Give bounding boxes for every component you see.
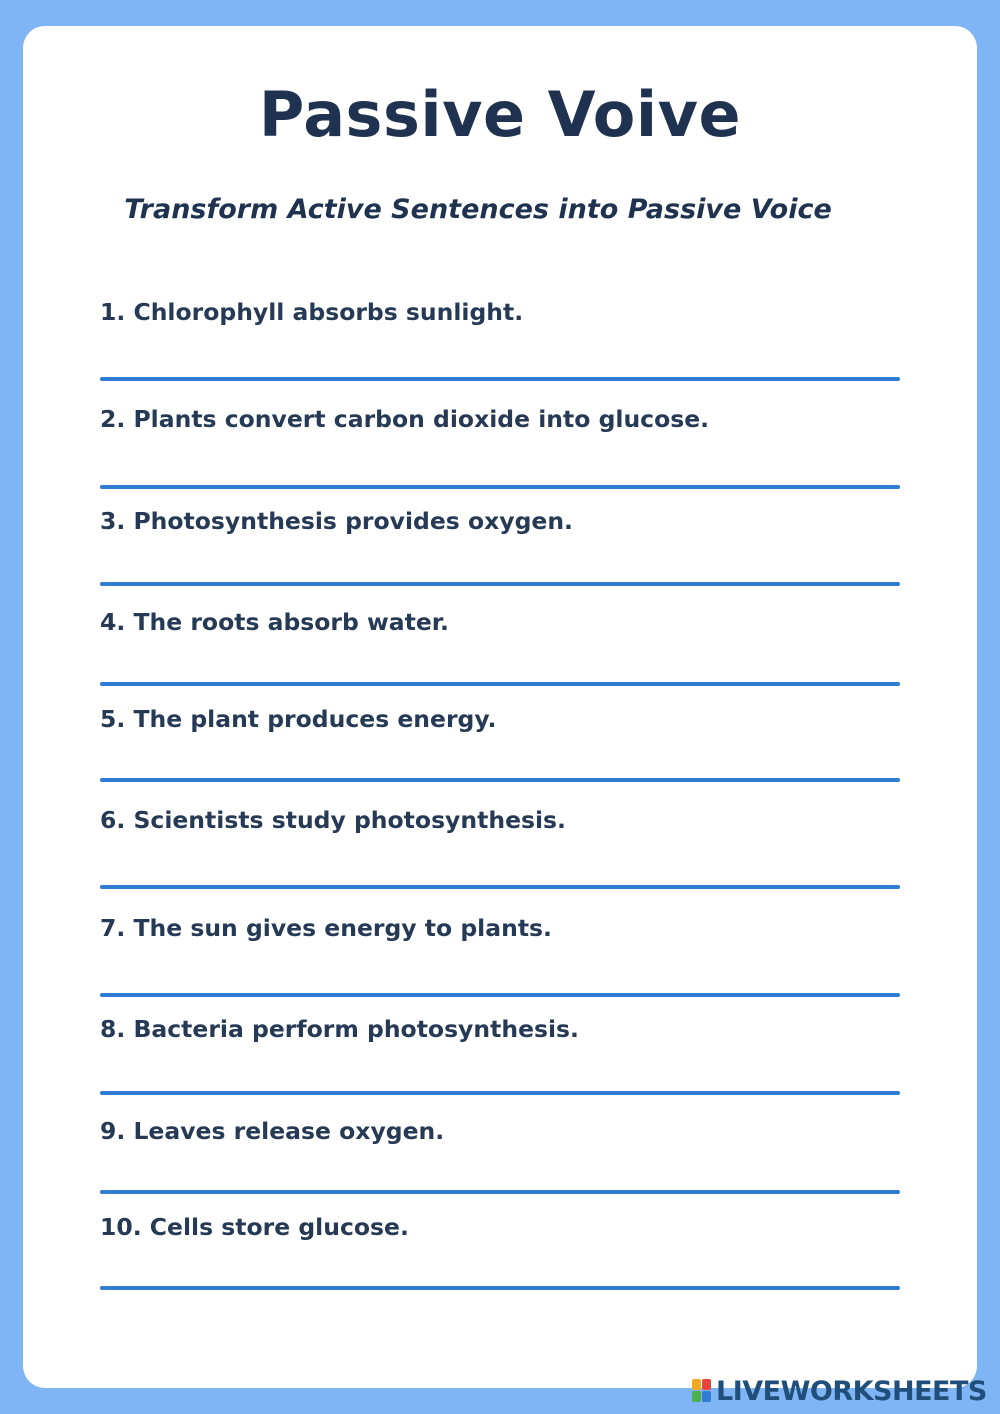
logo-text: LIVEWORKSHEETS [716, 1375, 987, 1407]
answer-line[interactable] [100, 682, 900, 686]
question-text: 8. Bacteria perform photosynthesis. [100, 1015, 579, 1043]
worksheet-title: Passive Voive [258, 78, 742, 151]
answer-line[interactable] [100, 1286, 900, 1290]
answer-line[interactable] [100, 778, 900, 782]
question-text: 2. Plants convert carbon dioxide into glucose. [100, 405, 710, 433]
liveworksheets-logo [692, 1374, 987, 1408]
question-text: 9. Leaves release oxygen. [100, 1117, 445, 1145]
question-text: 6. Scientists study photosynthesis. [100, 806, 566, 834]
liveworksheets-logo-icon [692, 1379, 712, 1403]
question-text: 5. The plant produces energy. [100, 705, 497, 733]
answer-line[interactable] [100, 885, 900, 889]
answer-line[interactable] [100, 993, 900, 997]
question-item [100, 804, 920, 836]
answer-line[interactable] [100, 1091, 900, 1095]
question-text: 3. Photosynthesis provides oxygen. [100, 507, 573, 535]
question-text: 10. Cells store glucose. [100, 1213, 409, 1241]
answer-line[interactable] [100, 582, 900, 586]
question-item [100, 606, 920, 638]
question-item [100, 1115, 920, 1147]
question-text: 4. The roots absorb water. [100, 608, 449, 636]
question-text: 7. The sun gives energy to plants. [100, 914, 552, 942]
question-item [100, 296, 920, 328]
question-text: 1. Chlorophyll absorbs sunlight. [100, 298, 524, 326]
question-item [100, 505, 920, 537]
worksheet-subtitle: Transform Active Sentences into Passive Voice [124, 194, 832, 225]
question-item [100, 1211, 920, 1243]
question-item [100, 1013, 920, 1045]
answer-line[interactable] [100, 1190, 900, 1194]
question-item [100, 403, 920, 435]
answer-line[interactable] [100, 377, 900, 381]
answer-line[interactable] [100, 485, 900, 489]
question-item [100, 912, 920, 944]
question-item [100, 703, 920, 735]
